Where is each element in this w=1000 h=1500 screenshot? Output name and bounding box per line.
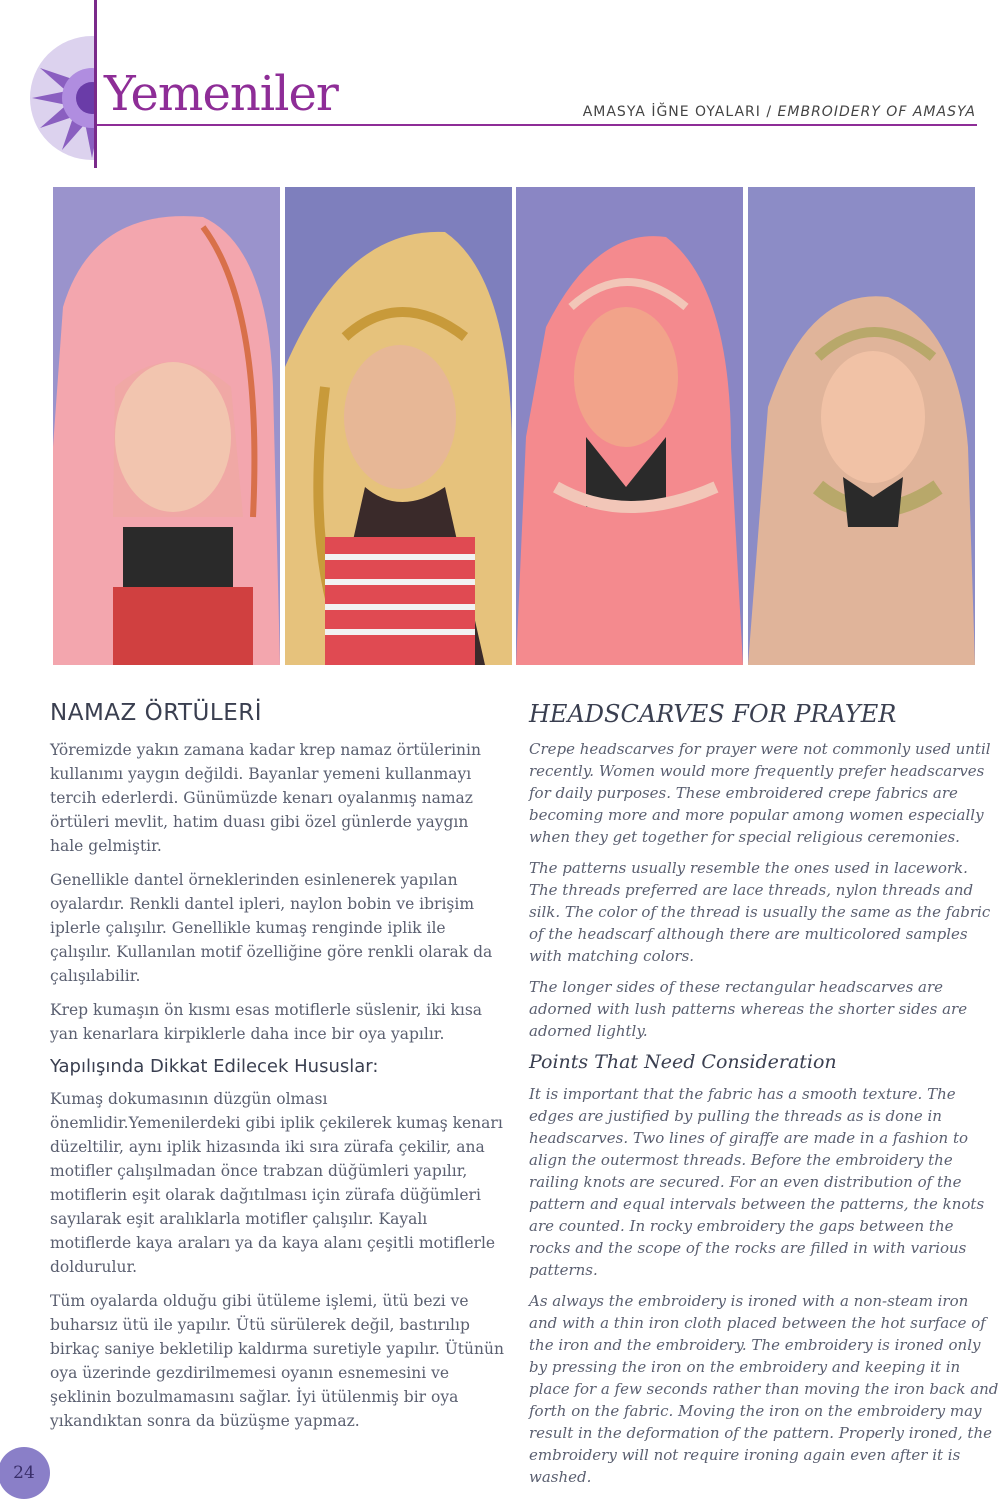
english-heading: HEADSCARVES FOR PRAYER	[529, 700, 897, 728]
turkish-paragraph: Kumaş dokumasının düzgün olması önemlidir.Yemenilerdeki gibi iplik çekilerek kumaş kenarı düzeltilir, aynı iplik hizasında iki sıra zürafa çekilir, ana motifler çalışılmadan önce trabzan düğümleri yapılır, motiflerin eşit olarak dağıtılması için zürafa düğümleri sayılarak eşit aralıklarla motifler çalışılır. Kayalı motiflerde kaya araları ya da kaya alanı çeşitli motiflerle doldurulur.	[50, 1090, 503, 1276]
series-title	[583, 104, 976, 120]
header-vertical-rule	[94, 0, 97, 168]
header-rule	[97, 124, 977, 126]
english-paragraph: As always the embroidery is ironed with a non-steam iron and with a thin iron cloth placed between the hot surface of the iron and the embroidery. The embroidery is ironed only by pressing the iron on the embroidery and keeping it in place for a few seconds rather than moving the iron back and forth on the fabric. Moving the iron on the embroidery may result in the deformation of the pattern. Properly ironed, the embroidery will not require ironing again even after it is washed.	[529, 1292, 999, 1486]
photo-salmon-scarf-woman	[516, 187, 743, 665]
english-subheading: Points That Need Consideration	[529, 1051, 837, 1073]
turkish-paragraph: Yöremizde yakın zamana kadar krep namaz örtülerinin kullanımı yaygın değildi. Bayanlar yemeni kullanmayı tercih ederlerdi. Günümüzde kenarı oyalanmış namaz örtüleri mevlit, hatim duası gibi özel günlerde yaygın hale gelmiştir.	[50, 741, 481, 855]
photo-tan-scarf-woman	[748, 187, 975, 665]
photo-beige-scarf-woman	[285, 187, 512, 665]
turkish-paragraph: Tüm oyalarda olduğu gibi ütüleme işlemi, ütü bezi ve buharsız ütü ile yapılır. Ütü sürülerek değil, bastırılıp birkaç saniye bekletilip kaldırma suretiyle yapılır. Ütünün oya üzerinde gezdirilmemesi oyanın esnemesini ve şeklinin bozulmamasını sağlar. İyi ütülenmiş bir oya yıkandıktan sonra da büzüşme yapmaz.	[50, 1292, 504, 1430]
english-column	[529, 700, 999, 1497]
series-title-en: EMBROIDERY OF AMASYA	[777, 104, 976, 120]
page-title: Yemeniler	[104, 66, 338, 122]
english-paragraph: Crepe headscarves for prayer were not commonly used until recently. Women would more frequently prefer headscarves for daily purposes. These embroidered crepe fabrics are becoming more and more popular among women especially when they get together for special religious ceremonies.	[529, 740, 991, 846]
turkish-subheading: Yapılışında Dikkat Edilecek Hususlar:	[50, 1056, 379, 1077]
turkish-paragraph: Genellikle dantel örneklerinden esinlenerek yapılan oyalardır. Renkli dantel ipleri, naylon bobin ve ibrişim iplerle çalışılır. Genellikle kumaş renginde iplik ile çalışılır. Kullanılan motif özelliğine göre renkli olarak da çalışılabilir.	[50, 871, 493, 985]
english-paragraph: It is important that the fabric has a smooth texture. The edges are justified by pulling the threads as is done in headscarves. Two lines of giraffe are made in a fashion to align the outermost threads. Before the embroidery the railing knots are secured. For an even distribution of the pattern and equal intervals between the patterns, the knots are counted. In rocky embroidery the gaps between the rocks and the scope of the rocks are filled in with various patterns.	[529, 1085, 985, 1279]
turkish-heading: NAMAZ ÖRTÜLERİ	[50, 700, 262, 726]
turkish-column	[50, 700, 505, 1443]
english-paragraph: The longer sides of these rectangular headscarves are adorned with lush patterns whereas the shorter sides are adorned lightly.	[529, 978, 968, 1040]
series-title-tr: AMASYA İĞNE OYALARI /	[582, 104, 773, 120]
page-number: 24	[0, 1447, 50, 1499]
turkish-paragraph: Krep kumaşın ön kısmı esas motiflerle süslenir, iki kısa yan kenarlara kirpiklerle daha ince bir oya yapılır.	[50, 1001, 483, 1043]
photo-pink-scarf-woman	[53, 187, 280, 665]
english-paragraph: The patterns usually resemble the ones used in lacework. The threads preferred are lace threads, nylon threads and silk. The color of the thread is usually the same as the fabric of the headscarf although there are multicolored samples with matching colors.	[529, 859, 991, 965]
rosette-logo-icon	[14, 18, 96, 178]
